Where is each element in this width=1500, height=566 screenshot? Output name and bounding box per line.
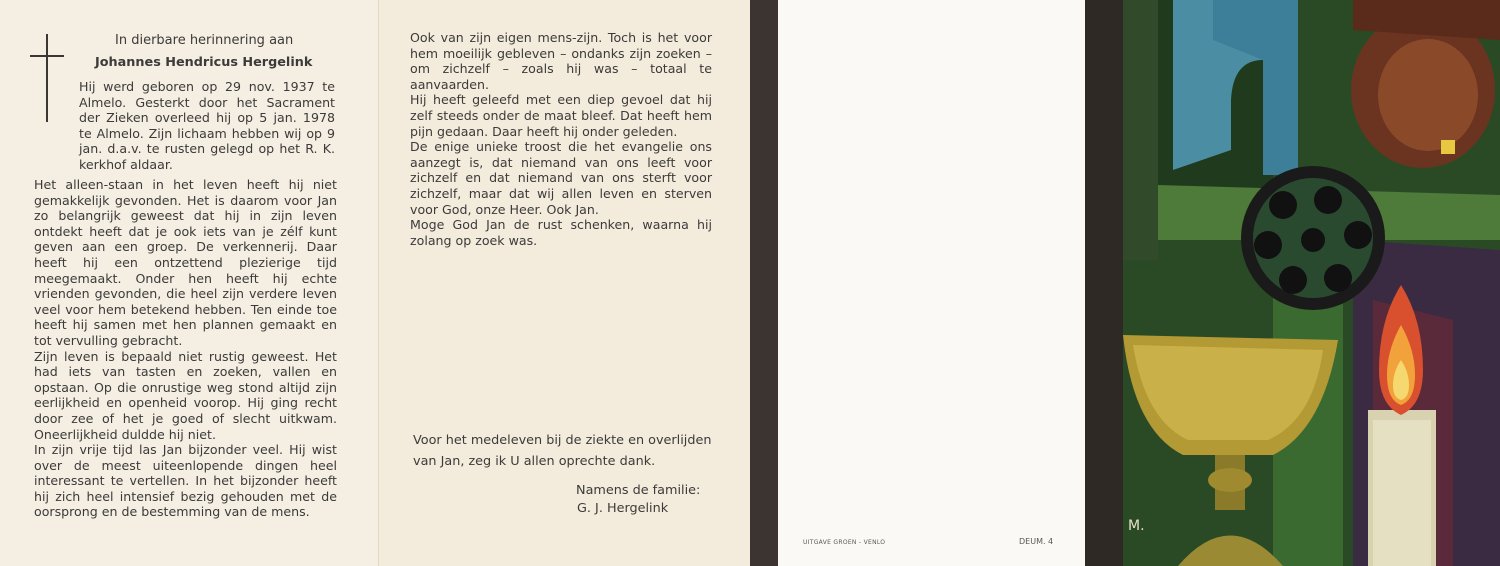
cross-icon: [30, 34, 64, 122]
fold-strip-dark: [1085, 0, 1123, 566]
biography-text: [34, 177, 337, 520]
paragraph-7: Moge God Jan de rust schenken, waarna hij zolang op zoek was.: [410, 217, 712, 248]
chalice-candle-painting: [1123, 0, 1500, 566]
thanks-text: Voor het medeleven bij de ziekte en overlijden van Jan, zeg ik U allen oprechte dank.: [413, 433, 712, 469]
paragraph-4: Ook van zijn eigen mens-zijn. Toch is het voor hem moeilijk gebleven – ondanks zijn zoeken – om zichzelf – zoals hij was – totaal te aanvaarden.: [410, 30, 712, 92]
paragraph-5: Hij heeft geleefd met een diep gevoel dat hij zelf steeds onder de maat bleef. Dat heeft hem pijn gedaan. Daar heeft hij onder geleden.: [410, 92, 712, 139]
family-label: Namens de familie:: [576, 483, 701, 498]
artwork-panel: [1123, 0, 1500, 566]
intro-line: In dierbare herinnering aan: [115, 33, 294, 48]
continuation-text: [410, 30, 712, 248]
paragraph-1: Het alleen-staan in het leven heeft hij niet gemakkelijk gevonden. Het is daarom voor Jan zo belangrijk geweest dat hij in zijn leven ontdekt heeft dat je ook iets van je zélf kunt geven aan een groep. De verkennerij. Daar heeft hij een ontzettend plezierige tijd meegemaakt. Onder hen heeft hij echte vrienden gevonden, die heel zijn verdere leven veel voor hem betekend hebben. Ten einde toe heeft hij samen met hen plannen gemaakt en tot vervulling gebracht.: [34, 177, 337, 348]
card-code: DEUM. 4: [1019, 537, 1054, 546]
paragraph-6: De enige unieke troost die het evangelie ons aanzegt is, dat niemand van ons leeft voor zichzelf en dat niemand van ons sterft voor zichzelf, maar dat wij allen leven en sterven voor God, onze Heer. Ook Jan.: [410, 139, 712, 217]
fold-strip: [750, 0, 778, 566]
card-panel-back: [778, 0, 1085, 566]
paragraph-2: Zijn leven is bepaald niet rustig geweest. Het had iets van tasten en zoeken, vallen en opstaan. Op die onrustige weg stond altijd zijn eerlijkheid en openheid voorop. Hij ging recht door zee of het je goed of slecht uitkwam. Oneerlijkheid duldde hij niet.: [34, 348, 337, 442]
deceased-name: Johannes Hendricus Hergelink: [95, 55, 313, 70]
birth-text: Hij werd geboren op 29 nov. 1937 te Almelo. Gesterkt door het Sacrament der Zieken overleed hij op 5 jan. 1978 te Almelo. Zijn lichaam hebben wij op 9 jan. d.a.v. te rusten gelegd op het R. K. kerkhof aldaar.: [79, 79, 335, 172]
birth-paragraph: [79, 79, 335, 173]
signature: G. J. Hergelink: [577, 501, 669, 516]
paragraph-3: In zijn vrije tijd las Jan bijzonder veel. Hij wist over de meest uiteenlopende dingen heel interessant te vertellen. In het bijzonder heeft hij zich heel intensief bezig gehouden met de oorsprong en de bestemming van de mens.: [34, 442, 337, 520]
artist-mark: M.: [1128, 518, 1145, 534]
card-panel-left: [0, 0, 378, 566]
publisher-imprint: UITGAVE GROEN - VENLO: [803, 539, 886, 546]
